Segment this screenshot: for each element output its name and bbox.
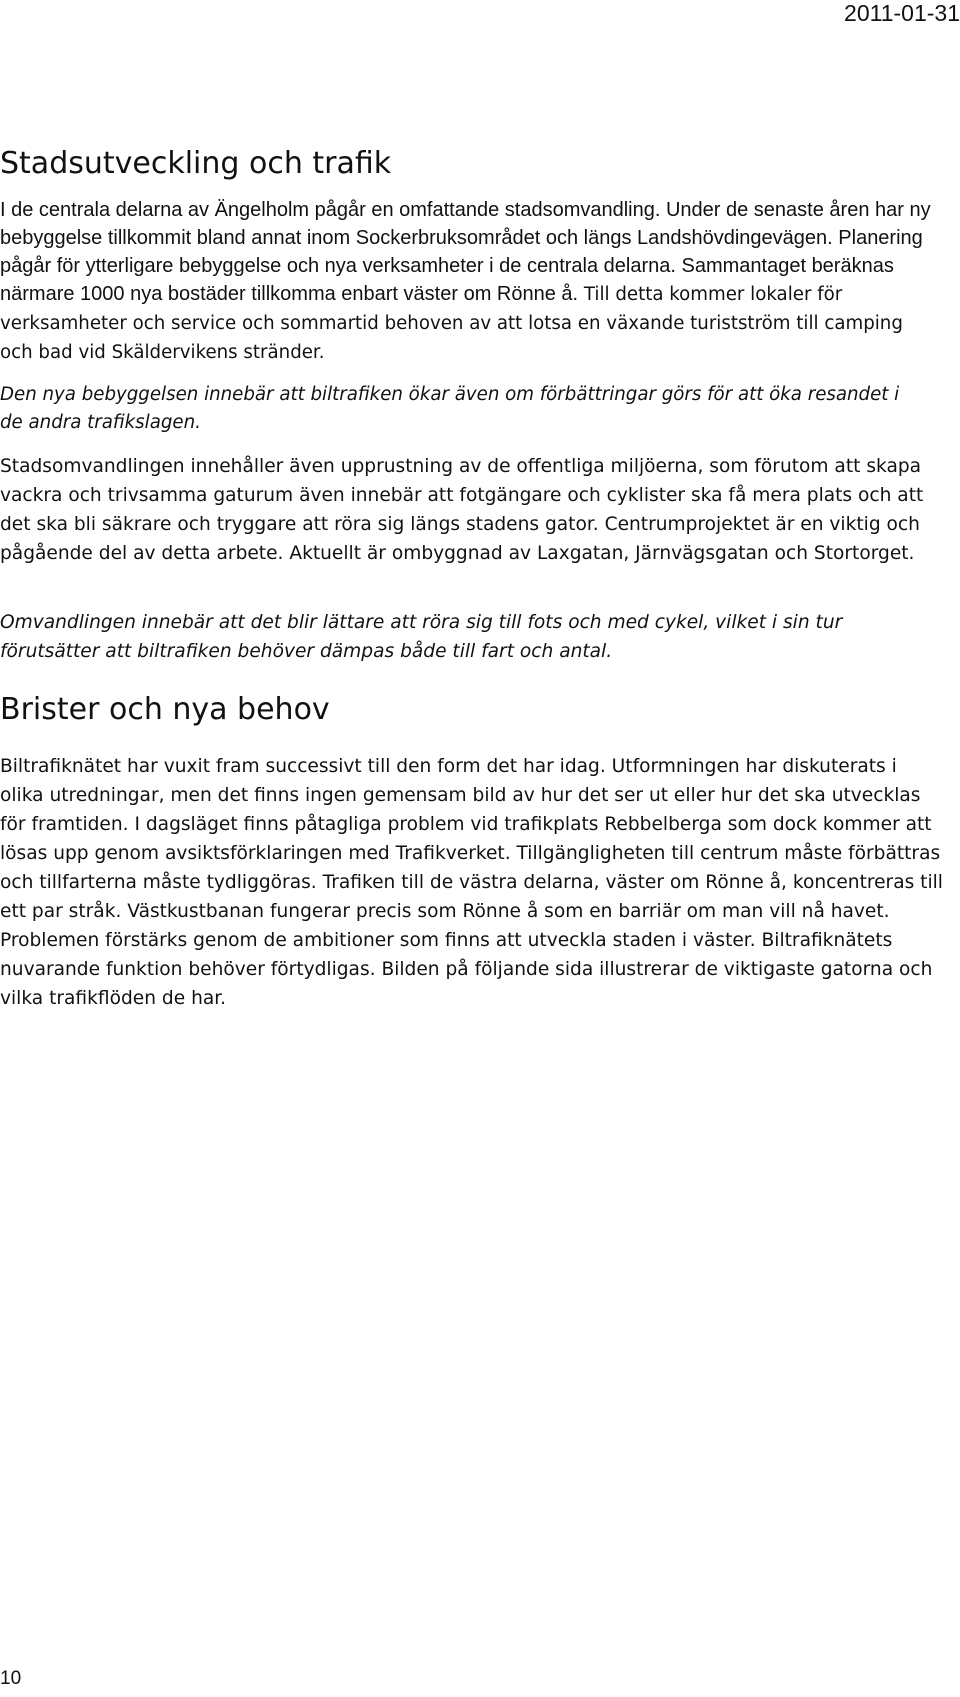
page-number: 10 xyxy=(0,1668,22,1689)
paragraph-stadsomvandling xyxy=(0,452,955,568)
paragraph-text: Stadsomvandlingen innehåller även upprustning av de offentliga miljöerna, som förutom att skapa vackra och trivsamma gaturum även innebär att fotgängare och cyklister ska få mera plats och att det ska bli säkrare och tryggare att röra sig längs stadens gator. Centrumprojektet är en viktig och pågående del av detta arbete. Aktuellt är ombyggnad av Laxgatan, Järnvägsgatan och Stortorget. xyxy=(0,456,924,564)
paragraph-intro xyxy=(0,196,940,367)
paragraph-biltrafiknatet xyxy=(0,752,945,1013)
paragraph-biltrafik xyxy=(0,381,920,437)
section-heading: Stadsutveckling och trafik xyxy=(0,146,392,181)
paragraph-text xyxy=(0,196,940,367)
paragraph-italic: Omvandlingen innebär att det blir lättare att röra sig till fots och med cykel, vilket i sin tur förutsätter att biltrafiken behöver dämpas både till fart och antal. xyxy=(0,612,843,662)
paragraph-text: Biltrafiknätet har vuxit fram successivt till den form det har idag. Utformningen har diskuterats i olika utredningar, men det finns ingen gemensam bild av hur det ser ut eller hur det ska utvecklas för framtiden. I dagsläget finns påtagliga problem vid trafikplats Rebbelberga som dock kommer att lösas upp genom avsiktsförklaringen med Trafikverket. Tillgängligheten till centrum måste förbättras och tillfarterna måste tydliggöras. Trafiken till de västra delarna, väster om Rönne å, koncentreras till ett par stråk. Västkustbanan fungerar precis som Rönne å som en barriär om man vill nå havet. Problemen förstärks genom de ambitioner som finns att utveckla staden i väster. Biltrafiknätets nuvarande funktion behöver förtydligas. Bilden på följande sida illustrerar de viktigaste gatorna och vilka trafikflöden de har. xyxy=(0,756,943,1009)
paragraph-omvandling xyxy=(0,608,940,666)
section-stadsutveckling xyxy=(0,146,960,182)
section-brister xyxy=(0,692,960,728)
header-date: 2011-01-31 xyxy=(844,0,960,26)
paragraph-italic: Den nya bebyggelsen innebär att biltrafiken ökar även om förbättringar görs för att öka resandet i de andra trafikslagen. xyxy=(0,384,900,433)
section-heading: Brister och nya behov xyxy=(0,692,330,727)
paragraph-text-part-arial: I de centrala delarna av Ängelholm pågår en omfattande stadsomvandling. Under de senaste åren har ny bebyggelse tillkommit bland annat inom Sockerbruksområdet och längs Landshövdingevägen. Planering pågår för ytterligare bebyggelse och nya verksamheter i de centrala delarna. Sammantaget beräknas närmare 1000 nya bostäder tillkomma enbart väster om Rönne å. xyxy=(0,199,931,305)
paragraph-text-part-verdana: Till detta kommer lokaler för verksamheter och service och sommartid behoven av att lotsa en växande turistström till camping och bad vid Skäldervikens stränder. xyxy=(0,284,903,363)
